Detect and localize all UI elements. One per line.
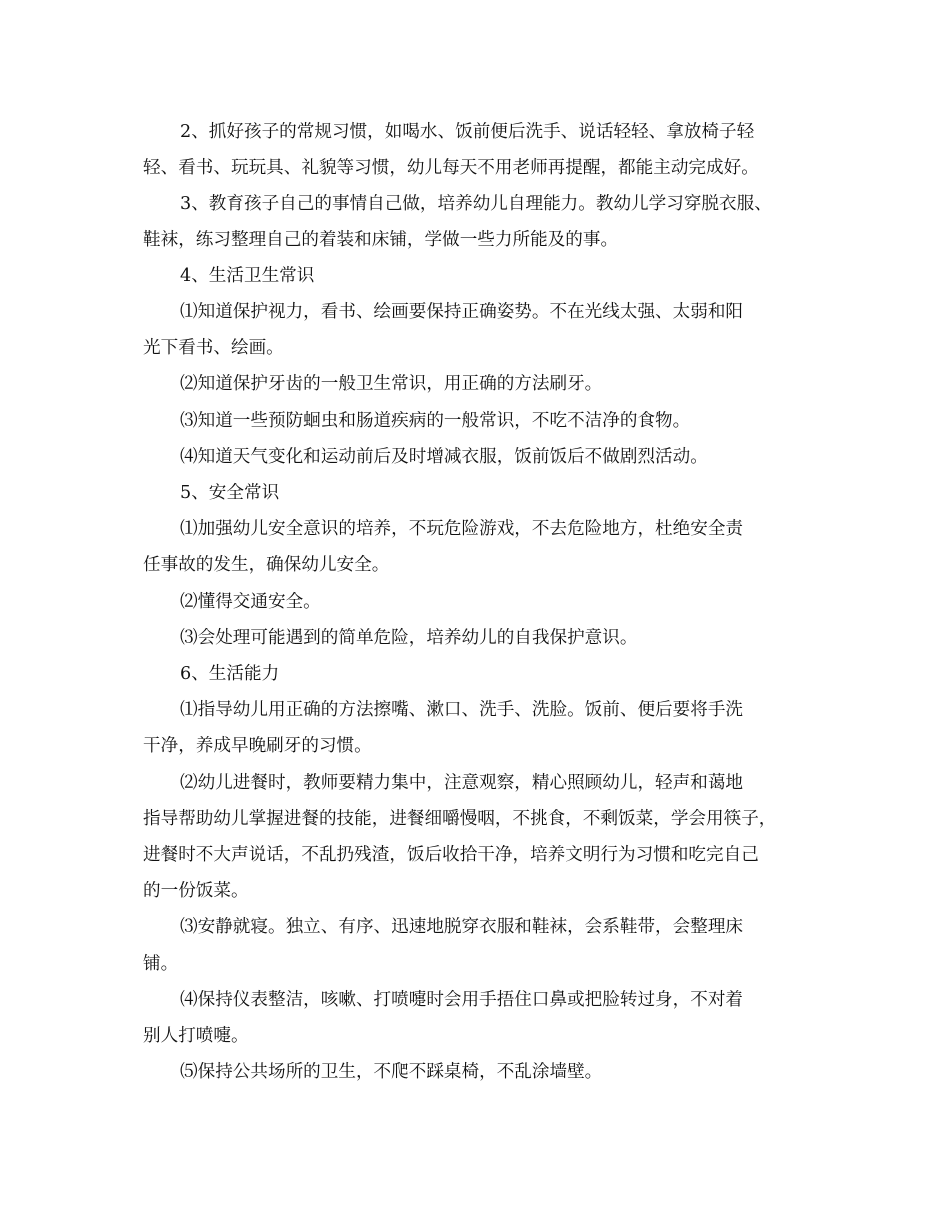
item-6-3-line-2: 铺。 <box>143 954 179 974</box>
item-6-5: ⑸保持公共场所的卫生，不爬不踩桌椅，不乱涂墙壁。 <box>180 1062 603 1082</box>
section-heading-4: 4、生活卫生常识 <box>180 266 315 286</box>
paragraph-3-line-2: 鞋袜，练习整理自己的着装和床铺，学做一些力所能及的事。 <box>143 230 619 250</box>
paragraph-2-line-2: 轻、看书、玩玩具、礼貌等习惯，幼儿每天不用老师再提醒，都能主动完成好。 <box>143 158 759 178</box>
paragraph-2-line-1: 2、抓好孩子的常规习惯，如喝水、饭前便后洗手、说话轻轻、拿放椅子轻 <box>180 122 755 142</box>
item-5-2: ⑵懂得交通安全。 <box>180 592 321 612</box>
item-6-2-line-4: 的一份饭菜。 <box>143 881 249 901</box>
item-6-2-line-3: 进餐时不大声说话，不乱扔残渣，饭后收拾干净，培养文明行为习惯和吃完自己 <box>143 845 759 865</box>
item-5-1-line-1: ⑴加强幼儿安全意识的培养，不玩危险游戏，不去危险地方，杜绝安全责 <box>180 519 744 539</box>
item-6-4-line-1: ⑷保持仪表整洁，咳嗽、打喷嚏时会用手捂住口鼻或把脸转过身，不对着 <box>180 990 744 1010</box>
item-6-1-line-2: 干净，养成早晚刷牙的习惯。 <box>143 736 372 756</box>
item-4-2: ⑵知道保护牙齿的一般卫生常识，用正确的方法刷牙。 <box>180 374 603 394</box>
item-4-1-line-2: 光下看书、绘画。 <box>143 338 284 358</box>
paragraph-3-line-1: 3、教育孩子自己的事情自己做，培养幼儿自理能力。教幼儿学习穿脱衣服、 <box>180 194 772 214</box>
item-6-3-line-1: ⑶安静就寝。独立、有序、迅速地脱穿衣服和鞋袜，会系鞋带，会整理床 <box>180 917 744 937</box>
item-4-4: ⑷知道天气变化和运动前后及时增减衣服，饭前饭后不做剧烈活动。 <box>180 447 708 467</box>
item-6-2-line-1: ⑵幼儿进餐时，教师要精力集中，注意观察，精心照顾幼儿，轻声和蔼地 <box>180 773 744 793</box>
item-5-3: ⑶会处理可能遇到的简单危险，培养幼儿的自我保护意识。 <box>180 628 638 648</box>
section-heading-6: 6、生活能力 <box>180 664 280 684</box>
item-6-1-line-1: ⑴指导幼儿用正确的方法擦嘴、漱口、洗手、洗脸。饭前、便后要将手洗 <box>180 700 744 720</box>
item-4-3: ⑶知道一些预防蛔虫和肠道疾病的一般常识，不吃不洁净的食物。 <box>180 411 691 431</box>
item-6-4-line-2: 别人打喷嚏。 <box>143 1026 249 1046</box>
item-5-1-line-2: 任事故的发生，确保幼儿安全。 <box>143 555 390 575</box>
section-heading-5: 5、安全常识 <box>180 483 280 503</box>
item-4-1-line-1: ⑴知道保护视力，看书、绘画要保持正确姿势。不在光线太强、太弱和阳 <box>180 302 744 322</box>
item-6-2-line-2: 指导帮助幼儿掌握进餐的技能，进餐细嚼慢咽，不挑食，不剩饭菜，学会用筷子， <box>143 809 777 829</box>
